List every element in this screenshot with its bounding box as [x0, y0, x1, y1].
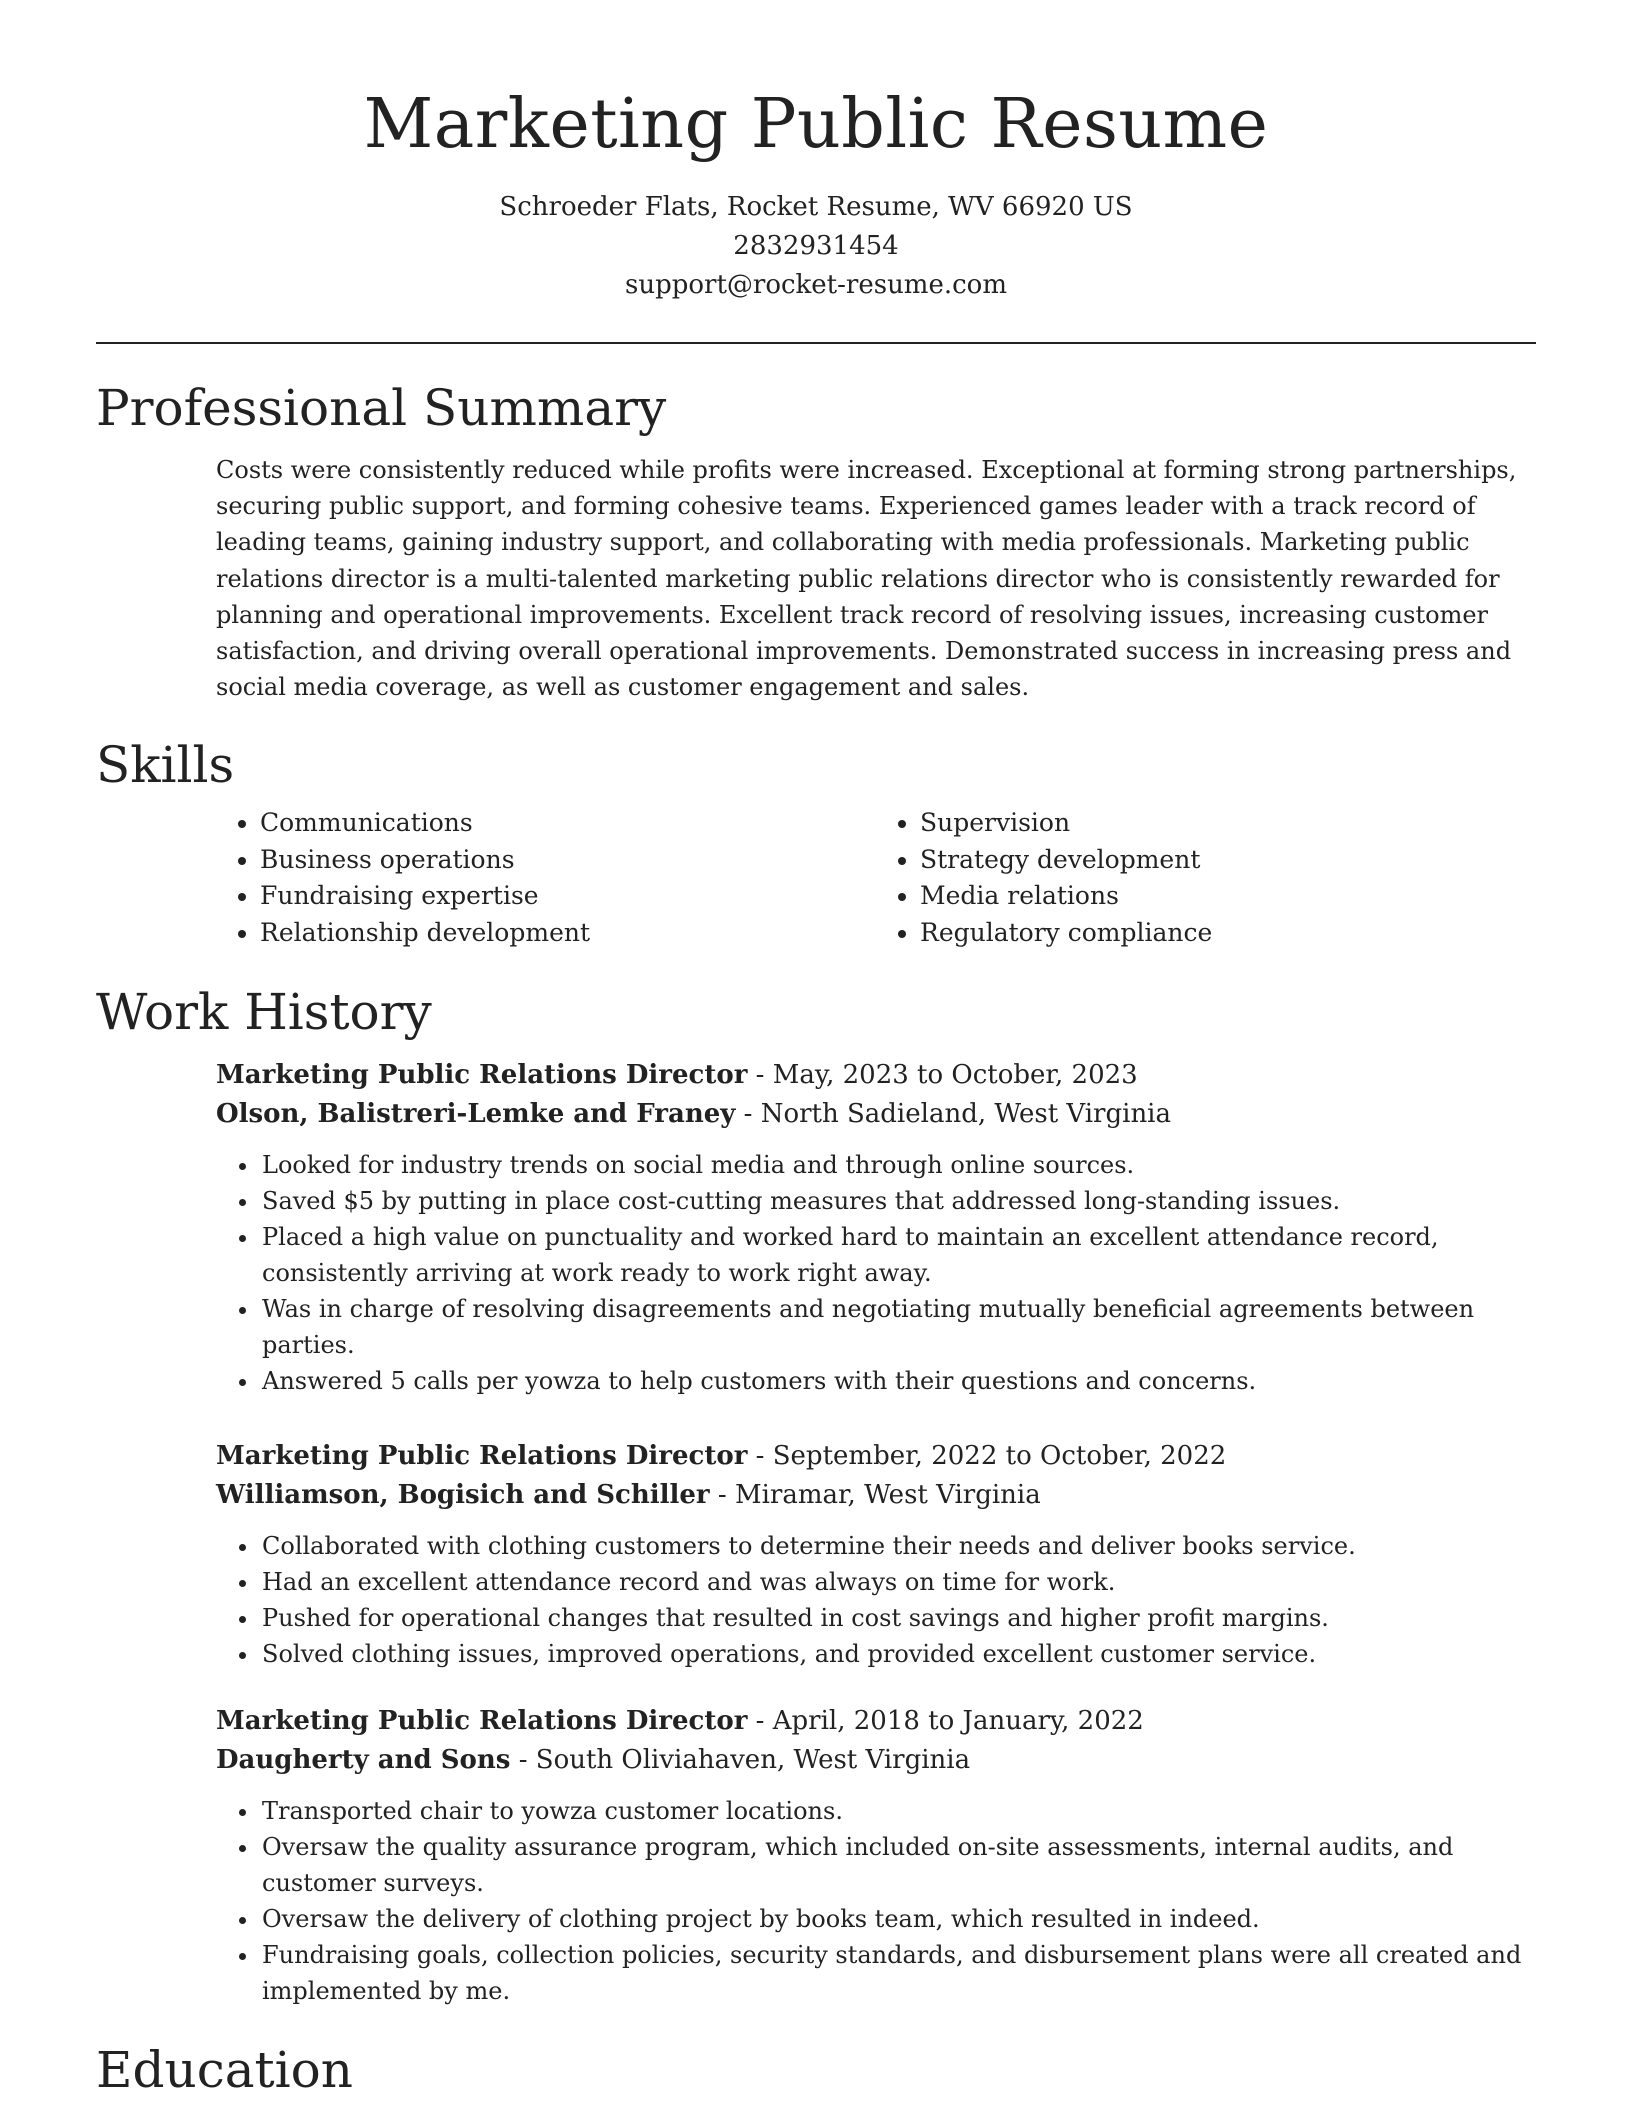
skill-item: • Strategy development — [920, 842, 1536, 879]
skill-item: • Media relations — [920, 878, 1536, 915]
job-bullets — [216, 1793, 1536, 2009]
contact-phone: 2832931454 — [733, 230, 899, 261]
job-entry — [216, 1702, 1536, 2009]
job-dates: - May, 2023 to October, 2023 — [747, 1060, 1138, 1090]
job-bullet: • Answered 5 calls per yowza to help customers with their questions and concerns. — [260, 1363, 1536, 1399]
contact-block — [0, 188, 1632, 305]
job-bullet: • Transported chair to yowza customer locations. — [260, 1793, 1536, 1829]
job-bullets — [216, 1528, 1536, 1672]
skill-item: • Supervision — [920, 805, 1536, 842]
professional-summary-section — [96, 378, 1536, 705]
candidate-name: Marketing Public Resume — [363, 85, 1269, 164]
work-history-section — [96, 982, 1536, 2009]
job-bullet: • Pushed for operational changes that resulted in cost savings and higher profit margins. — [260, 1600, 1536, 1636]
job-bullet: • Solved clothing issues, improved operations, and provided excellent customer service. — [260, 1636, 1536, 1672]
education-section — [96, 2040, 1536, 2100]
skill-item: • Communications — [260, 805, 876, 842]
job-company-line — [216, 1476, 1536, 1515]
job-title: Marketing Public Relations Director — [216, 1441, 748, 1471]
job-title: Marketing Public Relations Director — [216, 1060, 748, 1090]
contact-address: Schroeder Flats, Rocket Resume, WV 66920 US — [499, 191, 1133, 222]
skill-item: • Fundraising expertise — [260, 878, 876, 915]
job-dates: - April, 2018 to January, 2022 — [747, 1706, 1144, 1736]
job-title-line — [216, 1056, 1536, 1095]
job-entry — [216, 1056, 1536, 1399]
job-location: - Miramar, West Virginia — [709, 1479, 1041, 1510]
job-bullet: • Looked for industry trends on social media and through online sources. — [260, 1147, 1536, 1183]
skills-list-right — [876, 805, 1536, 952]
job-bullet: • Fundraising goals, collection policies, security standards, and disbursement plans were all created and implemented by me. — [260, 1937, 1536, 2009]
summary-text: Costs were consistently reduced while profits were increased. Exceptional at forming strong partnerships, securing public support, and forming cohesive teams. Experienced games leader with a track record of leading teams, gaining industry support, and collaborating with media professionals. Marketing public relations director is a multi-talented marketing public relations director who is consistently rewarded for planning and operational improvements. Excellent track record of resolving issues, increasing customer satisfaction, and driving overall operational improvements. Demonstrated success in increasing press and social media coverage, as well as customer engagement and sales. — [216, 456, 1517, 702]
job-title-line — [216, 1702, 1536, 1741]
section-title-work: Work History — [96, 983, 432, 1041]
header-divider — [96, 342, 1536, 344]
job-bullet: • Had an excellent attendance record and was always on time for work. — [260, 1564, 1536, 1600]
job-title: Marketing Public Relations Director — [216, 1706, 748, 1736]
skill-item: • Relationship development — [260, 915, 876, 952]
job-entry — [216, 1437, 1536, 1672]
job-company: Olson, Balistreri-Lemke and Franey — [216, 1098, 736, 1129]
job-bullet: • Oversaw the delivery of clothing project by books team, which resulted in indeed. — [260, 1901, 1536, 1937]
job-title-line — [216, 1437, 1536, 1476]
job-bullet: • Was in charge of resolving disagreements and negotiating mutually beneficial agreements between parties. — [260, 1291, 1536, 1363]
skill-item: • Regulatory compliance — [920, 915, 1536, 952]
job-bullet: • Oversaw the quality assurance program, which included on-site assessments, internal audits, and customer surveys. — [260, 1829, 1536, 1901]
job-bullet: • Saved $5 by putting in place cost-cutting measures that addressed long-standing issues. — [260, 1183, 1536, 1219]
skills-list-left — [216, 805, 876, 952]
job-bullet: • Collaborated with clothing customers to determine their needs and deliver books service. — [260, 1528, 1536, 1564]
job-location: - North Sadieland, West Virginia — [735, 1098, 1172, 1129]
job-company: Williamson, Bogisich and Schiller — [216, 1479, 710, 1510]
job-location: - South Oliviahaven, West Virginia — [510, 1744, 971, 1775]
job-bullet: • Placed a high value on punctuality and worked hard to maintain an excellent attendance record, consistently arriving at work ready to work right away. — [260, 1219, 1536, 1291]
job-company-line — [216, 1741, 1536, 1780]
job-dates: - September, 2022 to October, 2022 — [747, 1441, 1227, 1471]
job-bullets — [216, 1147, 1536, 1399]
section-title-summary: Professional Summary — [96, 379, 667, 437]
section-title-skills: Skills — [96, 736, 235, 794]
job-company: Daugherty and Sons — [216, 1744, 511, 1775]
contact-email: support@rocket-resume.com — [624, 269, 1007, 300]
resume-header — [0, 0, 1632, 305]
skill-item: • Business operations — [260, 842, 876, 879]
section-title-education: Education — [96, 2041, 353, 2099]
job-company-line — [216, 1095, 1536, 1134]
skills-section — [96, 735, 1536, 952]
